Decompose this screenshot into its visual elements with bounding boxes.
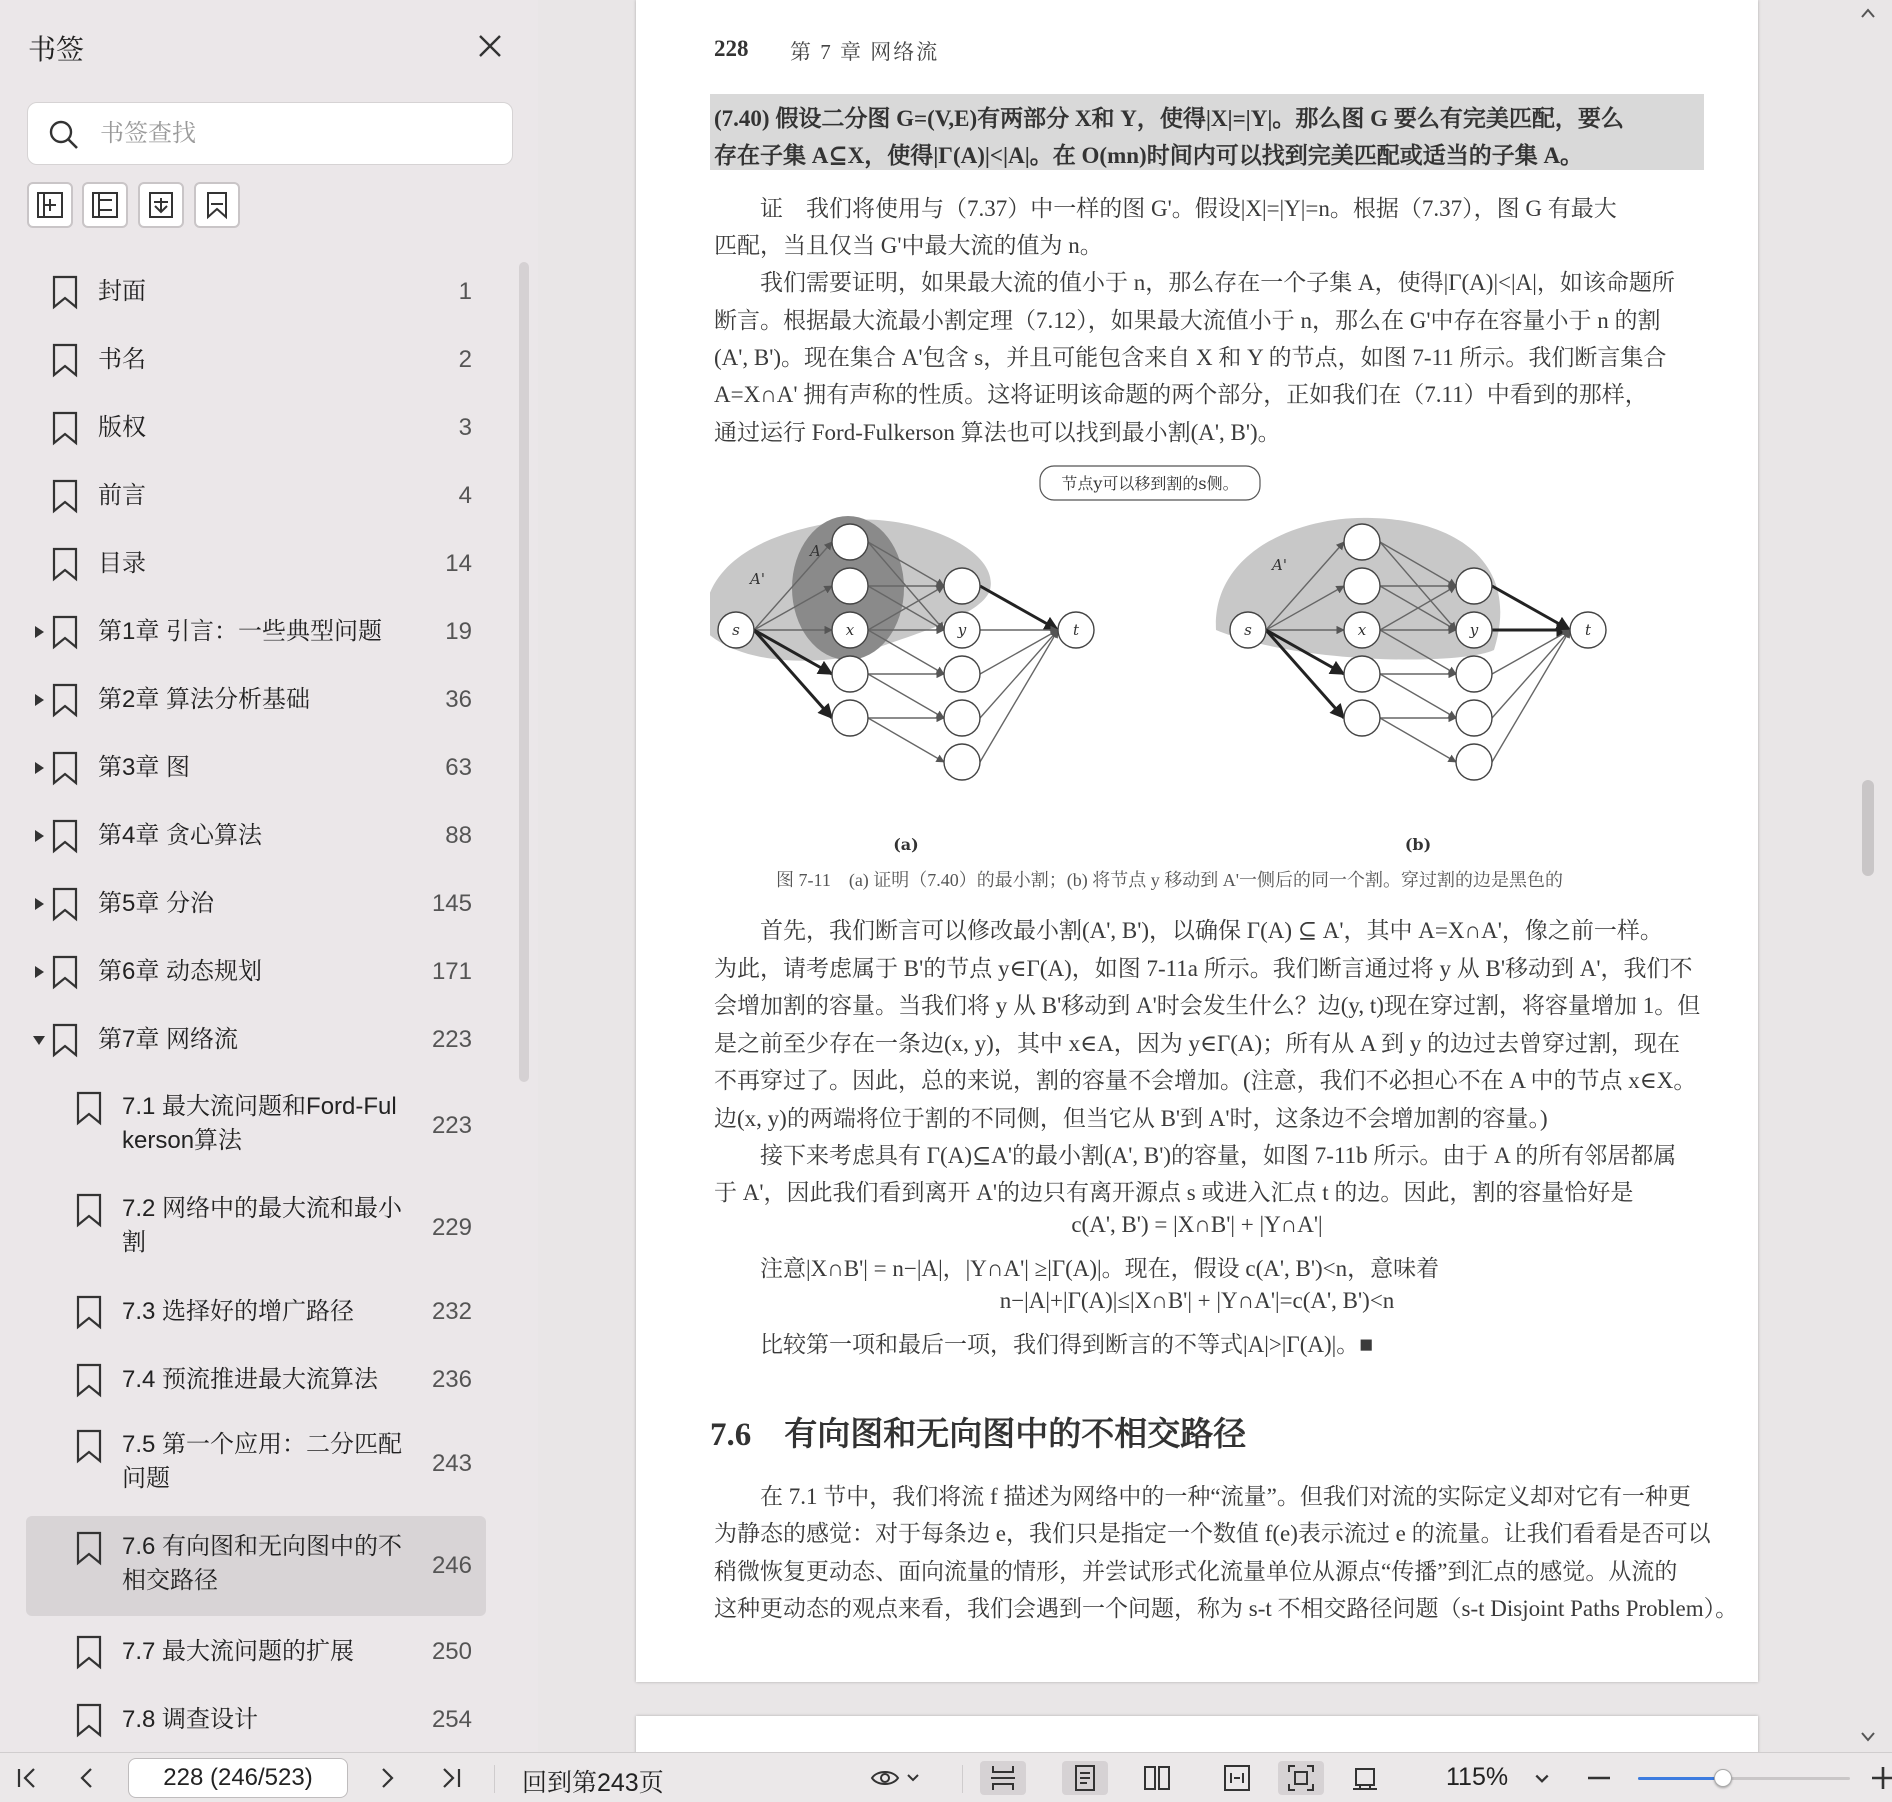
bookmark-label [122, 1703, 452, 1737]
bookmark-page-number: 63 [445, 754, 472, 781]
single-page-button[interactable] [1062, 1761, 1108, 1795]
bookmark-item[interactable] [26, 870, 486, 938]
zoom-out-button[interactable] [1582, 1761, 1616, 1795]
prev-page-button[interactable] [70, 1761, 104, 1795]
bookmark-label [98, 887, 438, 921]
text-line: 这种更动态的观点来看，我们会遇到一个问题，称为 s-t 不相交路径问题（s-t Disjoint Paths Problem）。 [714, 1596, 1739, 1621]
text-line: 接下来考虑具有 Γ(A)⊆A'的最小割(A', B')的容量，如图 7-11b 所示。由于 A 的所有邻居都属 [760, 1143, 1677, 1168]
text-line: A=X∩A' 拥有声称的性质。这将证明该命题的两个部分，正如我们在（7.11）中看到的那样， [714, 382, 1648, 407]
note-line: 注意|X∩B'| = n−|A|，|Y∩A'| ≥|Γ(A)|。现在，假设 c(A', B')<n，意味着 [760, 1256, 1440, 1281]
bookmark-item[interactable] [26, 938, 486, 1006]
graph-node-label: y [957, 621, 967, 639]
text-line: 是之前至少存在一条边(x, y)，其中 x∈A，因为 y∈Γ(A)；所有从 A 到 y 的边过去曾穿过割，现在 [714, 1031, 1681, 1056]
text-line: 会增加割的容量。当我们将 y 从 B'移动到 A'时会发生什么？边(y, t)现在穿过割，将容量增加 1。但 [714, 993, 1701, 1018]
sidebar-title: 书签 [28, 34, 85, 65]
close-icon [472, 28, 508, 64]
bookmark-page-number: 236 [431, 1366, 472, 1393]
formula-capacity: c(A', B') = |X∩B'| + |Y∩A'| [1071, 1212, 1323, 1237]
bookmark-icon [74, 1428, 104, 1464]
graph-node [1344, 568, 1380, 604]
flow-edge [868, 674, 944, 718]
two-page-button[interactable] [1134, 1761, 1180, 1795]
flow-edge [980, 630, 1058, 674]
graph-node [944, 744, 980, 780]
expand-icon [146, 190, 176, 220]
page-number-input[interactable]: 228 (246/523) [128, 1758, 348, 1798]
bookmark-page-number: 171 [431, 958, 472, 985]
graph-node-label: x [845, 621, 855, 639]
bookmark-item[interactable] [26, 1006, 486, 1074]
bookmark-label [122, 1295, 452, 1329]
bookmark-page-number: 145 [431, 890, 472, 917]
flow-edge [868, 718, 944, 762]
minus-icon [1584, 1763, 1614, 1793]
zoom-slider-handle[interactable] [1714, 1769, 1732, 1787]
page-header-chapter: 第 7 章 网络流 [790, 40, 940, 64]
bookmark-label-line: 7.4 预流推进最大流算法 [122, 1366, 379, 1393]
bookmark-icon [50, 818, 80, 854]
bookmark-label [122, 1428, 452, 1496]
bookmark-sidebar [0, 0, 538, 1752]
conclusion-line: 比较第一项和最后一项，我们得到断言的不等式|A|>|Γ(A)|。■ [760, 1332, 1374, 1357]
bookmark-label [98, 275, 438, 309]
fit-width-icon [1222, 1763, 1252, 1793]
bookmark-item[interactable] [26, 1278, 486, 1346]
graph-node-label: x [1357, 621, 1367, 639]
zoom-slider[interactable] [1638, 1777, 1850, 1780]
toolbar-divider [962, 1765, 963, 1793]
chevron-right-icon [372, 1763, 402, 1793]
last-page-button[interactable] [434, 1761, 468, 1795]
bookmark-item[interactable] [26, 1516, 486, 1616]
bookmark-label-line: 割 [122, 1229, 146, 1256]
bookmark-icon [74, 1530, 104, 1566]
bookmark-icon [74, 1634, 104, 1670]
bookmark-label [98, 1023, 438, 1057]
bookmark-icon [74, 1192, 104, 1228]
bookmark-item[interactable] [26, 394, 486, 462]
chevron-left-icon [72, 1763, 102, 1793]
bookmark-icon [50, 546, 80, 582]
bookmark-label-line: 前言 [98, 482, 146, 509]
graph-node [944, 568, 980, 604]
next-page-button[interactable] [370, 1761, 404, 1795]
first-page-button[interactable] [10, 1761, 44, 1795]
graph-node [1344, 700, 1380, 736]
first-page-icon [12, 1763, 42, 1793]
bookmark-icon [74, 1702, 104, 1738]
bookmark-page-number: 1 [458, 278, 472, 305]
graph-node [1456, 700, 1492, 736]
bookmark-search-input[interactable] [100, 115, 490, 153]
bookmark-list [0, 258, 520, 1752]
flow-edge [1380, 674, 1456, 718]
bookmark-page-number: 19 [445, 618, 472, 645]
bookmark-page-number: 223 [431, 1112, 472, 1139]
text-line: 通过运行 Ford-Fulkerson 算法也可以找到最小割(A', B')。 [714, 420, 1281, 445]
add-bookmark-button[interactable] [27, 182, 73, 228]
proposition-line: (7.40) 假设二分图 G=(V,E)有两部分 X和 Y，使得|X|=|Y|。那么图 G 要么有完美匹配，要么 [714, 106, 1624, 131]
bookmark-label-line: 7.5 第一个应用：二分匹配 [122, 1431, 403, 1458]
bookmark-label-line: 7.6 有向图和无向图中的不 [122, 1533, 403, 1560]
bookmark-page-number: 232 [431, 1298, 472, 1325]
bookmark-page-number: 14 [445, 550, 472, 577]
chevron-down-icon [1534, 1771, 1550, 1787]
bookmark-page-number: 246 [431, 1552, 472, 1579]
bookmark-label-line: 相交路径 [122, 1567, 218, 1594]
bookmark-label-line: 目录 [98, 550, 146, 577]
bookmark-current-page-button[interactable] [194, 182, 240, 228]
next-pdf-page [636, 1716, 1758, 1752]
bookmark-label-line: 版权 [98, 414, 146, 441]
search-icon [48, 119, 80, 151]
section-title: 7.6 有向图和无向图中的不相交路径 [710, 1417, 1247, 1453]
bookmark-label [122, 1530, 452, 1598]
bookmark-icon [202, 190, 232, 220]
text-line: (A', B')。现在集合 A'包含 s，并且可能包含来自 X 和 Y 的节点，如图 7-11 所示。我们断言集合 [714, 345, 1667, 370]
bookmark-label [98, 819, 438, 853]
bookmark-item[interactable] [26, 1178, 486, 1278]
collapsed-triangle-icon[interactable] [32, 693, 46, 707]
flow-edge [1492, 630, 1570, 762]
graph-node [832, 700, 868, 736]
bookmark-icon [50, 614, 80, 650]
bookmark-label [98, 955, 438, 989]
proposition-line: 存在子集 A⊆X，使得|Γ(A)|<|A|。在 O(mn)时间内可以找到完美匹配或适当的子集 A。 [714, 143, 1584, 168]
bookmark-item[interactable] [26, 734, 486, 802]
bookmark-item[interactable] [26, 1076, 486, 1176]
text-line: 我们需要证明，如果最大流的值小于 n，那么存在一个子集 A，使得|Γ(A)|<|A|，如该命题所 [760, 270, 1675, 295]
add-sub-bookmark-icon [90, 190, 120, 220]
text-line: 首先，我们断言可以修改最小割(A', B')，以确保 Γ(A) ⊆ A'，其中 A=X∩A'，像之前一样。 [760, 918, 1663, 943]
bookmark-page-number: 223 [431, 1026, 472, 1053]
bookmark-label-line: 书名 [98, 346, 146, 373]
bookmark-icon [50, 274, 80, 310]
bookmark-item[interactable] [26, 1346, 486, 1414]
graph-node [1456, 568, 1492, 604]
text-line: 边(x, y)的两端将位于割的不同侧，但当它从 B'到 A'时，这条边不会增加割的容量。) [714, 1106, 1548, 1131]
bookmark-search-box [27, 102, 513, 165]
continuous-scroll-icon [988, 1763, 1018, 1793]
continuous-scroll-button[interactable] [980, 1761, 1026, 1795]
zoom-dropdown-button[interactable] [1530, 1761, 1556, 1795]
bookmark-icon [74, 1090, 104, 1126]
bookmark-label [98, 683, 438, 717]
graph-node [944, 700, 980, 736]
bookmark-label-line: 第4章 贪心算法 [98, 822, 263, 849]
scroll-down-arrow-icon[interactable] [1858, 1730, 1878, 1744]
fit-width-button[interactable] [1214, 1761, 1260, 1795]
graph-node [1456, 656, 1492, 692]
graph-node [832, 568, 868, 604]
bookmark-icon [74, 1294, 104, 1330]
bookmark-item[interactable] [26, 530, 486, 598]
collapsed-triangle-icon[interactable] [32, 761, 46, 775]
scroll-up-arrow-icon[interactable] [1858, 6, 1878, 20]
bookmark-item[interactable] [26, 802, 486, 870]
graph-node-label: y [1469, 621, 1479, 639]
plus-icon [1868, 1763, 1892, 1793]
bookmark-icon [50, 410, 80, 446]
bookmark-label [98, 615, 438, 649]
bookmark-item[interactable] [26, 666, 486, 734]
bookmark-label [98, 343, 438, 377]
figure-caption: 图 7-11 (a) 证明（7.40）的最小割；(b) 将节点 y 移动到 A'一侧后的同一个割。穿过割的边是黑色的 [776, 870, 1564, 890]
figure-sub-label-a: (a) [893, 835, 919, 854]
bookmark-label [98, 411, 438, 445]
bookmark-item[interactable] [26, 1686, 486, 1752]
flow-edge [1492, 630, 1570, 674]
expand-bookmarks-button[interactable] [138, 182, 184, 228]
zoom-in-button[interactable] [1866, 1761, 1892, 1795]
bookmark-icon [50, 682, 80, 718]
eye-icon [870, 1763, 900, 1793]
fit-page-button[interactable] [1278, 1761, 1324, 1795]
reading-mode-button[interactable] [868, 1761, 926, 1795]
graph-node [1456, 744, 1492, 780]
text-line: 为此，请考虑属于 B'的节点 y∈Γ(A)，如图 7-11a 所示。我们断言通过将 y 从 B'移动到 A'，我们不 [714, 956, 1693, 981]
two-page-icon [1142, 1763, 1172, 1793]
set-a-prime-label: A' [1272, 556, 1287, 574]
bookmark-page-number: 243 [431, 1450, 472, 1477]
goto-previous-location-link[interactable]: 回到第243页 [522, 1769, 664, 1797]
set-a-prime-label: A' [750, 570, 765, 588]
zoom-level[interactable]: 115% [1446, 1763, 1509, 1791]
text-line: 匹配，当且仅当 G'中最大流的值为 n。 [714, 233, 1103, 258]
graph-node [1344, 524, 1380, 560]
flow-edge [980, 630, 1058, 762]
bookmark-item[interactable] [26, 462, 486, 530]
last-page-icon [436, 1763, 466, 1793]
bookmark-label-line: 第1章 引言：一些典型问题 [98, 618, 383, 645]
text-line: 在 7.1 节中，我们将流 f 描述为网络中的一种“流量”。但我们对流的实际定义却对它有一种更 [760, 1484, 1691, 1509]
graph-node [832, 524, 868, 560]
graph-node [1344, 656, 1380, 692]
graph-node [944, 656, 980, 692]
bookmark-label-line: 问题 [122, 1465, 170, 1492]
text-line: 证 我们将使用与（7.37）中一样的图 G'。假设|X|=|Y|=n。根据（7.37），图 G 有最大 [760, 196, 1617, 221]
bookmark-label-line: 第2章 算法分析基础 [98, 686, 311, 713]
bookmark-page-number: 229 [431, 1214, 472, 1241]
text-line: 于 A'，因此我们看到离开 A'的边只有离开源点 s 或进入汇点 t 的边。因此，割的容量恰好是 [714, 1180, 1634, 1205]
bookmark-label-line: 7.7 最大流问题的扩展 [122, 1638, 355, 1665]
text-line: 稍微恢复更动态、面向流量的情形，并尝试形式化流量单位从源点“传播”到汇点的感觉。从流的 [714, 1559, 1678, 1584]
flow-edge [1492, 586, 1570, 630]
bookmark-page-number: 4 [458, 482, 472, 509]
toolbar-divider [494, 1765, 495, 1793]
bookmark-label [122, 1635, 452, 1669]
page-header-number: 228 [714, 36, 749, 61]
bookmark-page-number: 2 [458, 346, 472, 373]
bookmark-page-number: 88 [445, 822, 472, 849]
collapsed-triangle-icon[interactable] [32, 829, 46, 843]
bookmark-page-number: 3 [458, 414, 472, 441]
bookmark-page-number: 254 [431, 1706, 472, 1733]
bookmark-label-line: kerson算法 [122, 1127, 243, 1154]
collapsed-triangle-icon[interactable] [32, 625, 46, 639]
bookmark-label [122, 1090, 452, 1158]
text-line: 不再穿过了。因此，总的来说，割的容量不会增加。(注意，我们不必担心不在 A 中的节点 x∈X。 [714, 1068, 1697, 1093]
bottom-toolbar [0, 1752, 1892, 1802]
flow-edge [980, 586, 1058, 630]
figure-sub-label-b: (b) [1404, 835, 1432, 854]
expanded-triangle-icon[interactable] [32, 1033, 46, 1047]
add-bookmark-icon [35, 190, 65, 220]
bookmark-label-line: 7.3 选择好的增广路径 [122, 1298, 355, 1325]
add-sub-bookmark-button[interactable] [82, 182, 128, 228]
flow-edge [1380, 718, 1456, 762]
graph-node-label: t [1072, 621, 1080, 639]
graph-node-label: t [1584, 621, 1592, 639]
formula-inequality: n−|A|+|Γ(A)|≤|X∩B'| + |Y∩A'|=c(A', B')<n [999, 1288, 1395, 1313]
bookmark-label [98, 547, 438, 581]
bookmark-icon [50, 342, 80, 378]
bookmark-label [122, 1363, 452, 1397]
bookmark-label-line: 第3章 图 [98, 754, 191, 781]
bookmark-item[interactable] [26, 258, 486, 326]
bookmark-label [98, 479, 438, 513]
document-viewport [538, 0, 1892, 1752]
bookmark-icon [50, 750, 80, 786]
rotate-button[interactable] [1342, 1761, 1388, 1795]
close-sidebar-button[interactable] [472, 28, 508, 64]
bookmark-label-line: 7.1 最大流问题和Ford-Ful [122, 1093, 397, 1120]
text-line: 为静态的感觉：对于每条边 e，我们只是指定一个数值 f(e)表示流过 e 的流量。让我们看看是否可以 [714, 1521, 1711, 1546]
pdf-page [636, 0, 1758, 1682]
bookmark-page-number: 250 [431, 1638, 472, 1665]
bookmark-item[interactable] [26, 326, 486, 394]
bookmark-icon [50, 954, 80, 990]
bookmark-label-line: 7.8 调查设计 [122, 1706, 259, 1733]
chevron-down-icon [906, 1771, 920, 1785]
sidebar-scrollbar[interactable] [519, 262, 529, 1082]
bookmark-icon [50, 886, 80, 922]
bookmark-label-line: 第5章 分治 [98, 890, 215, 917]
single-page-icon [1070, 1763, 1100, 1793]
bookmark-page-number: 36 [445, 686, 472, 713]
text-line: 断言。根据最大流最小割定理（7.12），如果最大流值小于 n，那么在 G'中存在容量小于 n 的割 [714, 308, 1661, 333]
figure-callout-text: 节点y可以移到割的s侧。 [1061, 474, 1239, 493]
flow-edge [980, 630, 1058, 718]
collapsed-triangle-icon[interactable] [32, 965, 46, 979]
bookmark-item[interactable] [26, 1414, 486, 1514]
fit-page-icon [1286, 1763, 1316, 1793]
bookmark-label-line: 封面 [98, 278, 146, 305]
graph-node [832, 656, 868, 692]
bookmark-item[interactable] [26, 598, 486, 666]
bookmark-label [122, 1192, 452, 1260]
figure-7-11 [710, 460, 1710, 860]
bookmark-icon [50, 1022, 80, 1058]
rotate-page-icon [1350, 1763, 1380, 1793]
document-scrollbar-thumb[interactable] [1862, 780, 1874, 876]
set-a-label: A [810, 542, 821, 560]
bookmark-icon [74, 1362, 104, 1398]
bookmark-label-line: 7.2 网络中的最大流和最小 [122, 1195, 403, 1222]
collapsed-triangle-icon[interactable] [32, 897, 46, 911]
bookmark-label-line: 第7章 网络流 [98, 1026, 239, 1053]
bookmark-icon [50, 478, 80, 514]
zoom-slider-fill [1638, 1777, 1723, 1780]
bookmark-label-line: 第6章 动态规划 [98, 958, 263, 985]
bookmark-label [98, 751, 438, 785]
bookmark-item[interactable] [26, 1618, 486, 1686]
graph-node-label: s [732, 621, 740, 639]
flow-edge [1492, 630, 1570, 718]
graph-node-label: s [1244, 621, 1252, 639]
